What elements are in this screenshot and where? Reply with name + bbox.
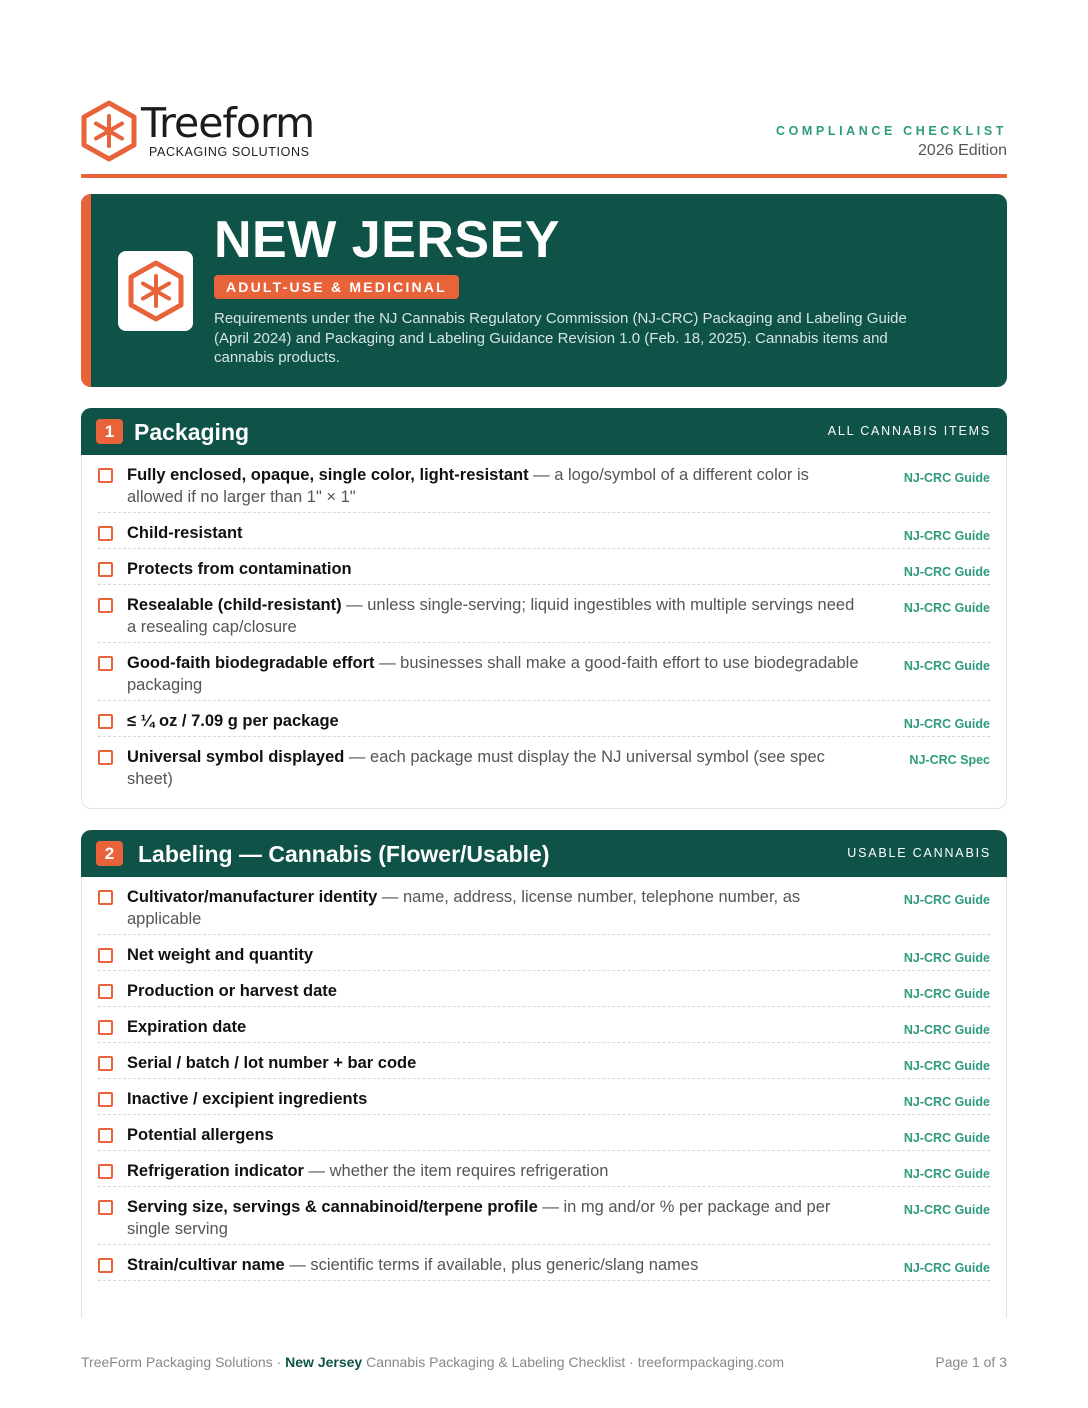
section-number: 1	[96, 419, 123, 444]
checkbox[interactable]	[98, 714, 113, 729]
item-title: Good-faith biodegradable effort	[127, 654, 375, 672]
item-source: NJ-CRC Guide	[903, 1261, 990, 1275]
checklist-item	[98, 971, 990, 1007]
item-title: Expiration date	[127, 1018, 247, 1036]
checklist-item	[98, 1115, 990, 1151]
item-source: NJ-CRC Guide	[903, 1131, 990, 1145]
page-number: Page 1 of 3	[935, 1354, 1007, 1370]
footer-doc-title: Cannabis Packaging & Labeling Checklist	[362, 1354, 626, 1370]
checklist-item	[98, 643, 990, 701]
item-source: NJ-CRC Guide	[903, 601, 990, 615]
checklist-item	[98, 1007, 990, 1043]
checklist-item	[98, 1187, 990, 1245]
brand-subtitle: PACKAGING SOLUTIONS	[149, 145, 310, 159]
item-source: NJ-CRC Guide	[903, 1095, 990, 1109]
hero-accent-stripe	[81, 194, 91, 387]
item-detail: — unless single-serving; liquid ingestibles with multiple servings need a resealing cap/closure	[127, 596, 855, 636]
item-source: NJ-CRC Guide	[903, 1023, 990, 1037]
section-header	[81, 830, 1007, 877]
checkbox[interactable]	[98, 890, 113, 905]
item-source: NJ-CRC Guide	[903, 987, 990, 1001]
checkbox[interactable]	[98, 1164, 113, 1179]
hexagon-asterisk-icon	[81, 100, 137, 162]
checkbox[interactable]	[98, 526, 113, 541]
checkbox[interactable]	[98, 750, 113, 765]
checklist-item	[98, 1043, 990, 1079]
item-detail: — scientific terms if available, plus generic/slang names	[284, 1256, 699, 1274]
checklist-item	[98, 737, 990, 795]
item-source: NJ-CRC Guide	[903, 1059, 990, 1073]
checklist-item	[98, 877, 990, 935]
checklist-item	[98, 585, 990, 643]
item-detail: — name, address, license number, telephone number, as applicable	[127, 888, 801, 928]
market-badge: ADULT-USE & MEDICINAL	[214, 275, 459, 299]
item-source: NJ-CRC Guide	[903, 565, 990, 579]
checklist-item	[98, 513, 990, 549]
item-title: Refrigeration indicator	[127, 1162, 304, 1180]
checklist-item	[98, 1151, 990, 1187]
item-source: NJ-CRC Guide	[903, 659, 990, 673]
checkbox[interactable]	[98, 984, 113, 999]
checkbox[interactable]	[98, 1258, 113, 1273]
item-detail: — in mg and/or % per package and per single serving	[127, 1198, 831, 1238]
page-header	[81, 100, 1007, 164]
item-title: Fully enclosed, opaque, single color, light-resistant	[127, 466, 529, 484]
header-divider	[81, 174, 1007, 178]
checkbox[interactable]	[98, 1128, 113, 1143]
hexagon-asterisk-icon	[128, 260, 184, 322]
item-source: NJ-CRC Guide	[903, 529, 990, 543]
checkbox[interactable]	[98, 656, 113, 671]
item-title: Potential allergens	[127, 1126, 274, 1144]
item-title: Child-resistant	[127, 524, 243, 542]
item-source: NJ-CRC Guide	[903, 471, 990, 485]
checkbox[interactable]	[98, 1056, 113, 1071]
item-detail: — whether the item requires refrigeration	[303, 1162, 609, 1180]
hero-description: Requirements under the NJ Cannabis Regulatory Commission (NJ-CRC) Packaging and Labeling Guide (April 2024) and Packaging and Labeling Guidance Revision 1.0 (Feb. 18, 2025). Cannabis items and cannabis products.	[214, 310, 907, 366]
item-detail: — businesses shall make a good-faith effort to use biodegradable packaging	[127, 654, 859, 694]
item-detail: — a logo/symbol of a different color is allowed if no larger than 1" × 1"	[127, 466, 809, 506]
item-title: Serving size, servings & cannabinoid/terpene profile	[127, 1198, 538, 1216]
state-hero-banner	[81, 194, 1007, 387]
checklist-item	[98, 935, 990, 971]
item-title: Cultivator/manufacturer identity	[127, 888, 378, 906]
item-source: NJ-CRC Guide	[903, 717, 990, 731]
section-labeling-cannabis	[81, 830, 1007, 1318]
checklist-item	[98, 1245, 990, 1281]
section-header	[81, 408, 1007, 455]
section-title: Labeling — Cannabis (Flower/Usable)	[138, 841, 550, 867]
footer-company: TreeForm Packaging Solutions	[81, 1354, 273, 1370]
checklist-item	[98, 455, 990, 513]
item-source: NJ-CRC Guide	[903, 893, 990, 907]
section-title: Packaging	[134, 419, 250, 445]
footer-credit	[81, 1354, 784, 1370]
checkbox[interactable]	[98, 562, 113, 577]
footer-website-link[interactable]: treeformpackaging.com	[637, 1354, 784, 1370]
item-title: Universal symbol displayed	[127, 748, 345, 766]
checkbox[interactable]	[98, 1092, 113, 1107]
checklist-item	[98, 549, 990, 585]
footer-state: New Jersey	[285, 1354, 363, 1370]
item-title: Serial / batch / lot number + bar code	[127, 1054, 417, 1072]
item-source: NJ-CRC Spec	[909, 753, 990, 767]
hero-logo-tile	[118, 251, 193, 331]
item-source: NJ-CRC Guide	[903, 951, 990, 965]
document-kind: COMPLIANCE CHECKLIST	[775, 124, 1007, 138]
checklist-item	[98, 1079, 990, 1115]
checkbox[interactable]	[98, 1200, 113, 1215]
brand-name: Treeform	[141, 99, 315, 147]
state-title: NEW JERSEY	[214, 211, 560, 269]
item-title: Protects from contamination	[127, 560, 352, 578]
checkbox[interactable]	[98, 948, 113, 963]
item-title: Inactive / excipient ingredients	[127, 1090, 368, 1108]
item-title: Net weight and quantity	[127, 946, 314, 964]
item-source: NJ-CRC Guide	[903, 1203, 990, 1217]
section-packaging	[81, 408, 1007, 809]
checkbox[interactable]	[98, 468, 113, 483]
item-title: Resealable (child-resistant)	[127, 596, 342, 614]
footer-separator: ·	[272, 1354, 286, 1370]
checklist-item	[98, 701, 990, 737]
footer-separator: ·	[625, 1354, 638, 1370]
section-scope-tag: USABLE CANNABIS	[847, 846, 991, 860]
section-scope-tag: ALL CANNABIS ITEMS	[827, 424, 991, 438]
checkbox[interactable]	[98, 1020, 113, 1035]
item-title: ≤ ¼ oz / 7.09 g per package	[127, 712, 339, 730]
item-title: Production or harvest date	[127, 982, 337, 1000]
item-title: Strain/cultivar name	[127, 1256, 285, 1274]
checkbox[interactable]	[98, 598, 113, 613]
item-detail: — each package must display the NJ universal symbol (see spec sheet)	[127, 748, 825, 788]
section-number: 2	[96, 841, 123, 866]
item-source: NJ-CRC Guide	[903, 1167, 990, 1181]
document-edition: 2026 Edition	[918, 142, 1007, 159]
